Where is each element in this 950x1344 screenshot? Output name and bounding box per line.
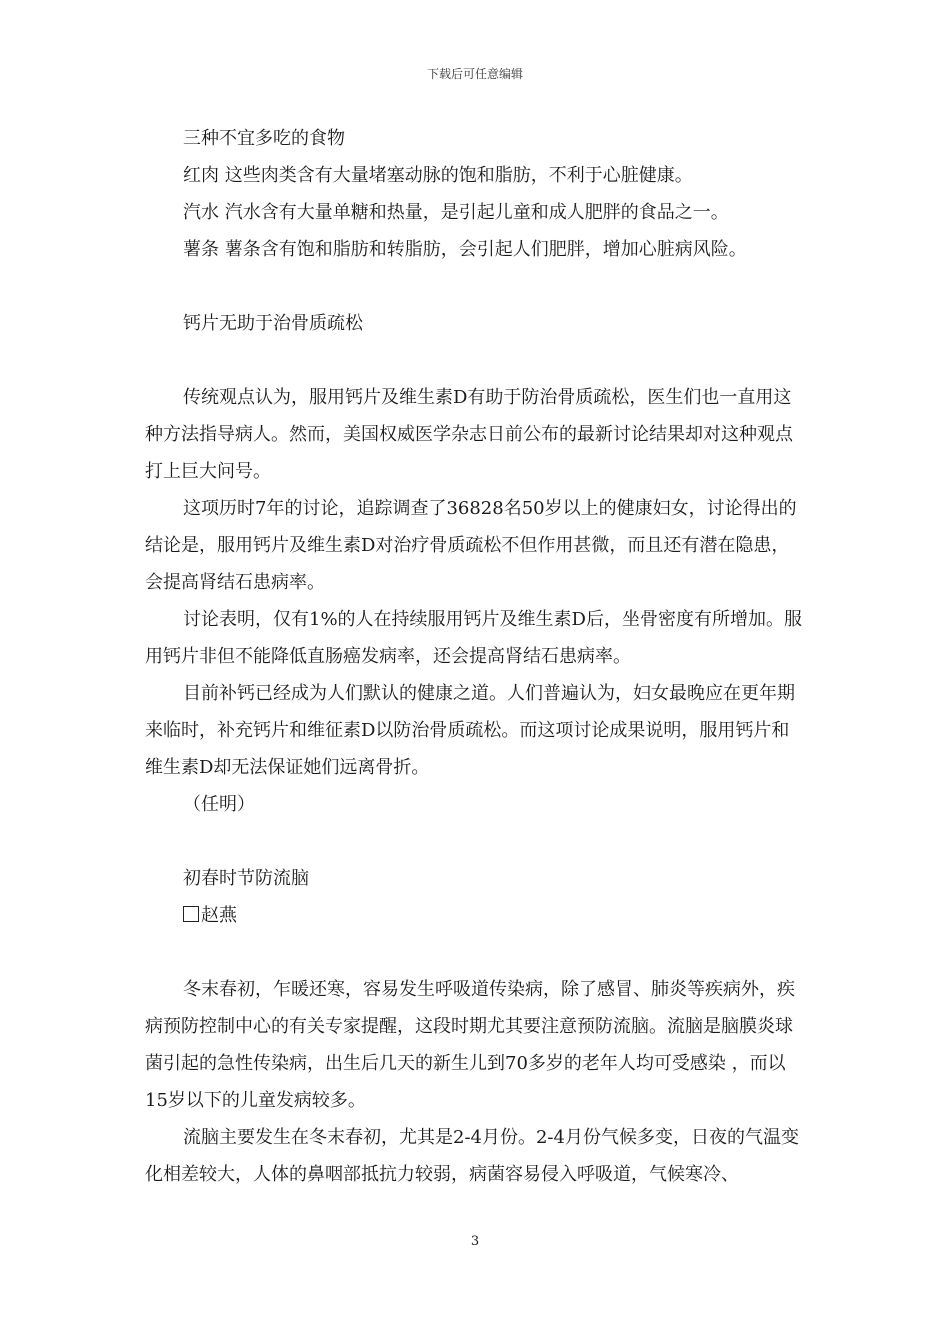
food-item: 汽水 汽水含有大量单糖和热量，是引起儿童和成人肥胖的食品之一。 — [183, 202, 729, 223]
paragraph: 这项历时7年的讨论，追踪调查了36828名50岁以上的健康妇女，讨论得出的结论是，服用钙片及维生素D对治疗骨质疏松不但作用甚微，而且还有潜在隐患，会提高肾结石患病率。 — [145, 498, 797, 593]
blank-line — [145, 934, 807, 971]
square-bullet-icon — [183, 906, 199, 922]
food-item: 红肉 这些肉类含有大量堵塞动脉的饱和脂肪，不利于心脏健康。 — [183, 165, 693, 186]
food-item: 薯条 薯条含有饱和脂肪和转脂肪，会引起人们肥胖，增加心脏病风险。 — [183, 239, 747, 260]
paragraph: 讨论表明，仅有1%的人在持续服用钙片及维生素D后，坐骨密度有所增加。服用钙片非但不能降低直肠癌发病率，还会提高肾结石患病率。 — [145, 609, 802, 667]
blank-line — [145, 342, 807, 379]
section-title: 初春时节防流脑 — [183, 868, 309, 889]
blank-line — [145, 823, 807, 860]
byline: （任明） — [183, 794, 255, 815]
page-number: 3 — [470, 1234, 480, 1249]
section-title: 钙片无助于治骨质疏松 — [183, 313, 363, 334]
author-line — [145, 897, 807, 934]
paragraph: 目前补钙已经成为人们默认的健康之道。人们普遍认为，妇女最晚应在更年期来临时，补充钙片和维征素D以防治骨质疏松。而这项讨论成果说明，服用钙片和维生素D却无法保证她们远离骨折。 — [145, 683, 795, 778]
paragraph: 流脑主要发生在冬末春初，尤其是2-4月份。2-4月份气候多变，日夜的气温变化相差较大，人体的鼻咽部抵抗力较弱，病菌容易侵入呼吸道，气候寒冷、 — [145, 1127, 799, 1185]
page-content — [145, 120, 807, 1193]
blank-line — [145, 268, 807, 305]
paragraph: 冬末春初，乍暖还寒，容易发生呼吸道传染病，除了感冒、肺炎等疾病外，疾病预防控制中心的有关专家提醒，这段时期尤其要注意预防流脑。流脑是脑膜炎球菌引起的急性传染病，出生后几天的新生儿到70多岁的老年人均可受感染 ，而以15岁以下的儿童发病较多。 — [145, 979, 795, 1111]
page-header: 下载后可任意编辑 — [426, 67, 523, 81]
author-name: 赵燕 — [201, 905, 237, 926]
paragraph: 传统观点认为，服用钙片及维生素D有助于防治骨质疏松，医生们也一直用这种方法指导病人。然而，美国权威医学杂志日前公布的最新讨论结果却对这种观点打上巨大问号。 — [145, 387, 793, 482]
section-title: 三种不宜多吃的食物 — [183, 128, 345, 149]
